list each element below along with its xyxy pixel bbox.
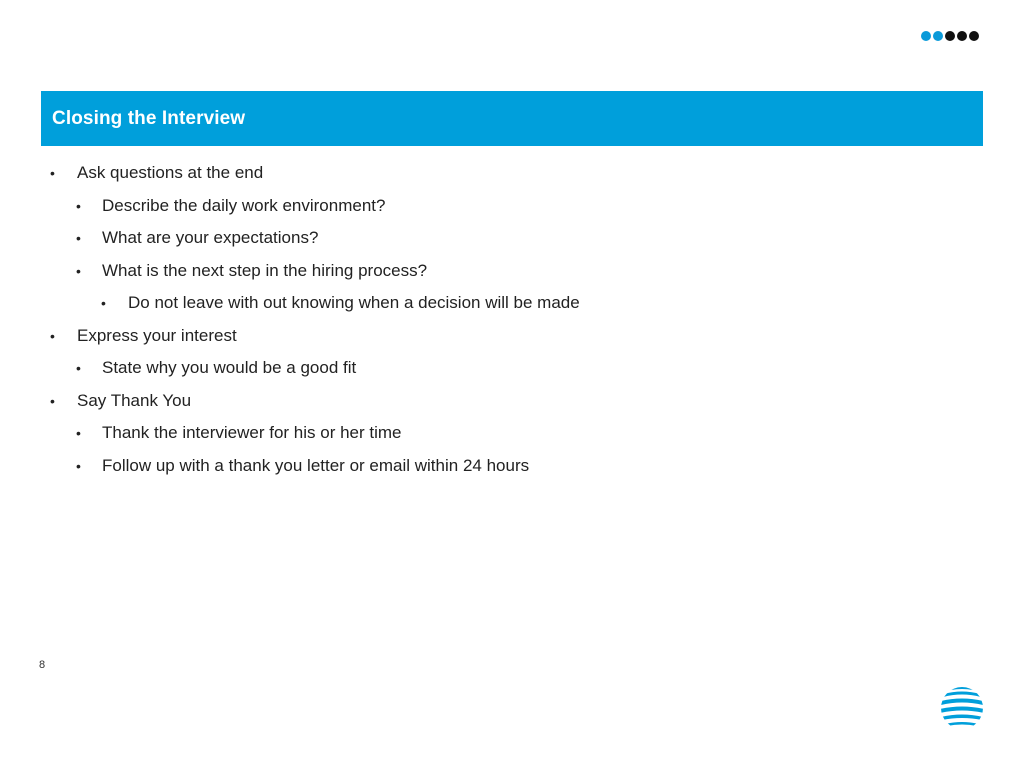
progress-dot-active xyxy=(933,31,943,41)
bullet-text: Do not leave with out knowing when a decision will be made xyxy=(128,293,580,312)
bullet-text: What is the next step in the hiring process? xyxy=(102,260,428,280)
bullet-marker: • xyxy=(76,457,81,474)
bullet-marker: • xyxy=(76,360,81,376)
bullet-text: Follow up with a thank you letter or email within 24 hours xyxy=(102,455,530,475)
progress-dots xyxy=(921,31,979,41)
bullet-marker: • xyxy=(50,392,55,409)
bullet-marker: • xyxy=(76,262,81,279)
bullet-marker: • xyxy=(76,425,81,441)
bullet-text: Express your interest xyxy=(77,325,237,345)
bullet-text: Describe the daily work environment? xyxy=(102,195,386,215)
title-bar xyxy=(41,91,983,146)
globe-logo-icon xyxy=(940,686,984,730)
bullet-text: State why you would be a good fit xyxy=(102,358,357,377)
bullet-marker: • xyxy=(50,327,55,344)
progress-dot xyxy=(969,31,979,41)
bullet-marker: • xyxy=(76,230,81,246)
bullet-marker: • xyxy=(101,295,106,311)
bullet-text: Thank the interviewer for his or her time xyxy=(102,423,402,442)
progress-dot-active xyxy=(921,31,931,41)
bullet-text: Say Thank You xyxy=(77,390,192,410)
bullet-marker: • xyxy=(76,197,81,214)
progress-dot xyxy=(957,31,967,41)
bullet-text: Ask questions at the end xyxy=(77,163,264,182)
slide-title: Closing the Interview xyxy=(52,107,246,129)
page-number: 8 xyxy=(39,659,46,671)
bullet-text: What are your expectations? xyxy=(102,228,319,247)
bullet-marker: • xyxy=(50,165,55,181)
progress-dot xyxy=(945,31,955,41)
